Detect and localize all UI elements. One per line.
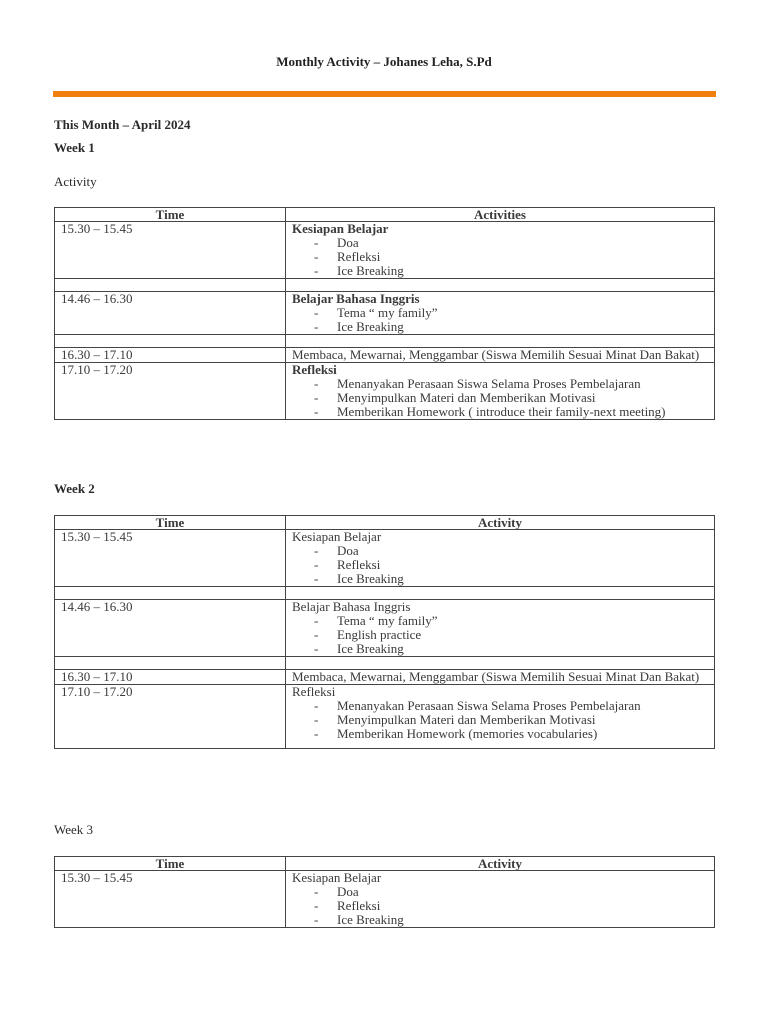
time-cell: 14.46 – 16.30 (55, 292, 286, 335)
list-item: - Menyimpulkan Materi dan Memberikan Motivasi (292, 713, 708, 727)
week3-table (54, 856, 715, 928)
table-row (55, 871, 715, 928)
time-cell: 16.30 – 17.10 (55, 670, 286, 685)
table-header-row (55, 208, 715, 222)
activity-column-header: Activities (286, 208, 715, 222)
activity-list (292, 699, 708, 741)
list-item: - Menanyakan Perasaan Siswa Selama Proses Pembelajaran (292, 699, 708, 713)
activity-cell: Membaca, Mewarnai, Menggambar (Siswa Memilih Sesuai Minat Dan Bakat) (286, 670, 715, 685)
time-column-header: Time (55, 516, 286, 530)
activity-cell (286, 600, 715, 657)
spacer-row (55, 587, 715, 600)
activity-column-header: Activity (286, 516, 715, 530)
table-row (55, 222, 715, 279)
activity-cell (286, 292, 715, 335)
list-item: - English practice (292, 628, 708, 642)
activity-cell: Membaca, Mewarnai, Menggambar (Siswa Memilih Sesuai Minat Dan Bakat) (286, 348, 715, 363)
table-row (55, 600, 715, 657)
week2-table (54, 515, 715, 749)
activity-list (292, 544, 708, 586)
table-row (55, 685, 715, 749)
activity-title: Kesiapan Belajar (292, 529, 382, 544)
activity-list (292, 306, 708, 334)
table-row (55, 530, 715, 587)
time-cell: 16.30 – 17.10 (55, 348, 286, 363)
week1-table (54, 207, 715, 420)
time-cell: 17.10 – 17.20 (55, 685, 286, 749)
activity-list (292, 236, 708, 278)
list-item: - Refleksi (292, 250, 708, 264)
activity-list (292, 614, 708, 656)
week1-activity-label: Activity (54, 174, 97, 189)
time-cell: 15.30 – 15.45 (55, 222, 286, 279)
activity-title: Belajar Bahasa Inggris (292, 291, 420, 306)
spacer-row (55, 657, 715, 670)
list-item: - Ice Breaking (292, 913, 708, 927)
activity-column-header: Activity (286, 857, 715, 871)
activity-title: Kesiapan Belajar (292, 221, 389, 236)
table-row (55, 363, 715, 420)
time-cell: 15.30 – 15.45 (55, 871, 286, 928)
time-cell: 14.46 – 16.30 (55, 600, 286, 657)
activity-cell (286, 871, 715, 928)
activity-list (292, 377, 708, 419)
spacer-row (55, 335, 715, 348)
table-header-row (55, 516, 715, 530)
month-heading: This Month – April 2024 (54, 117, 191, 132)
list-item: - Refleksi (292, 558, 708, 572)
list-item: - Refleksi (292, 899, 708, 913)
activity-title: Refleksi (292, 684, 336, 699)
spacer-row (55, 279, 715, 292)
activity-list (292, 885, 708, 927)
list-item: - Tema “ my family” (292, 306, 708, 320)
activity-title: Refleksi (292, 362, 337, 377)
document-title: Monthly Activity – Johanes Leha, S.Pd (276, 54, 492, 69)
time-column-header: Time (55, 857, 286, 871)
list-item: - Ice Breaking (292, 320, 708, 334)
activity-title: Kesiapan Belajar (292, 870, 382, 885)
activity-cell (286, 530, 715, 587)
list-item: - Memberikan Homework ( introduce their family-next meeting) (292, 405, 708, 419)
list-item: - Doa (292, 544, 708, 558)
list-item: - Ice Breaking (292, 642, 708, 656)
list-item: - Menyimpulkan Materi dan Memberikan Motivasi (292, 391, 708, 405)
time-cell: 17.10 – 17.20 (55, 363, 286, 420)
week1-heading: Week 1 (54, 140, 95, 155)
list-item: - Doa (292, 236, 708, 250)
week2-heading: Week 2 (54, 481, 95, 496)
table-row (55, 348, 715, 363)
list-item: - Ice Breaking (292, 572, 708, 586)
list-item: - Menanyakan Perasaan Siswa Selama Proses Pembelajaran (292, 377, 708, 391)
activity-cell (286, 222, 715, 279)
table-row (55, 292, 715, 335)
list-item: - Doa (292, 885, 708, 899)
list-item: - Memberikan Homework (memories vocabularies) (292, 727, 708, 741)
orange-divider (53, 91, 716, 97)
time-cell: 15.30 – 15.45 (55, 530, 286, 587)
table-row (55, 670, 715, 685)
list-item: - Tema “ my family” (292, 614, 708, 628)
activity-cell (286, 685, 715, 749)
time-column-header: Time (55, 208, 286, 222)
list-item: - Ice Breaking (292, 264, 708, 278)
week3-heading: Week 3 (54, 822, 94, 837)
activity-cell (286, 363, 715, 420)
activity-title: Belajar Bahasa Inggris (292, 599, 411, 614)
table-header-row (55, 857, 715, 871)
